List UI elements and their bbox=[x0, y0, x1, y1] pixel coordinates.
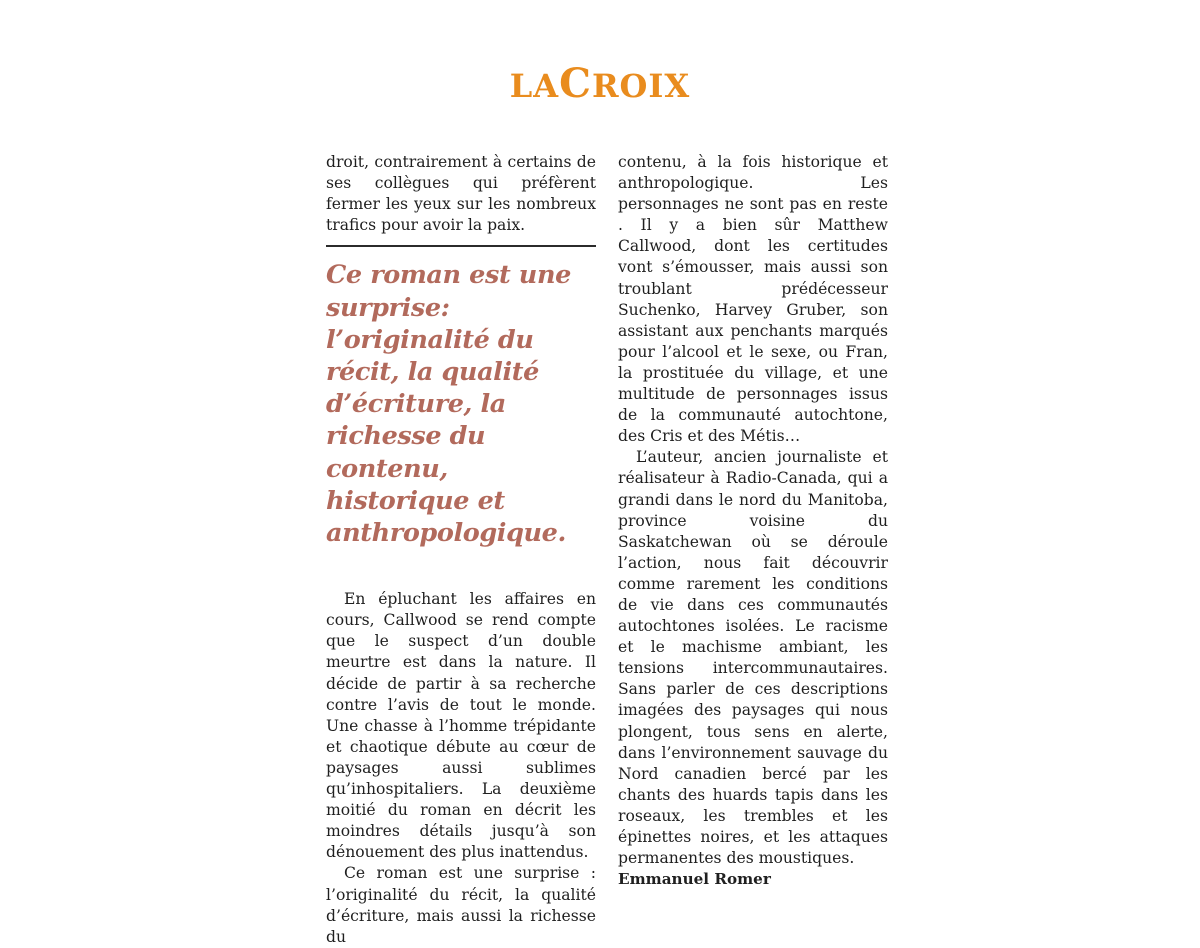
right-paragraph-2: L’auteur, ancien journaliste et réalisateur à Radio-Canada, qui a grandi dans le nord du Manitoba, province voisine du Saskatchewan où se déroule l’action, nous fait découvrir comme rarement les conditions de vie dans ces communautés autochtones isolées. Le racisme et le machisme ambiant, les tensions intercommunautaires. Sans parler de ces descriptions imagées des paysages qui nous plongent, tous sens en alerte, dans l’environnement sauvage du Nord canadien bercé par les chants des huards tapis dans les roseaux, les trembles et les épinettes noires, et les attaques permanentes des moustiques. bbox=[618, 448, 888, 868]
la-croix-logo bbox=[0, 60, 1200, 107]
left-intro-paragraph: droit, contrairement à certains de ses collègues qui préfèrent fermer les yeux sur les nombreux trafics pour avoir la paix. bbox=[326, 153, 596, 235]
right-column bbox=[618, 152, 888, 890]
pull-quote-spacer bbox=[326, 549, 596, 589]
author-signature: Emmanuel Romer bbox=[618, 870, 771, 889]
pull-quote-divider bbox=[326, 245, 596, 247]
left-column bbox=[326, 152, 596, 948]
left-paragraph-1: En épluchant les affaires en cours, Callwood se rend compte que le suspect d’un double meurtre est dans la nature. Il décide de partir à sa recherche contre l’avis de tout le monde. Une chasse à l’homme trépidante et chaotique débute au cœur de paysages aussi sublimes qu’inhospitaliers. La deuxième moitié du roman en décrit les moindres détails jusqu’à son dénouement des plus inattendus. bbox=[326, 590, 596, 862]
logo-c: C bbox=[559, 60, 592, 107]
logo-la: LA bbox=[509, 67, 560, 105]
right-paragraph-1: contenu, à la fois historique et anthropologique. Les personnages ne sont pas en reste . Il y a bien sûr Matthew Callwood, dont les certitudes vont s’émousser, mais aussi son troublant prédécesseur Suchenko, Harvey Gruber, son assistant aux penchants marqués pour l’alcool et le sexe, ou Fran, la prostituée du village, et une multitude de personnages issus de la communauté autochtone, des Cris et des Métis… bbox=[618, 153, 888, 446]
pull-quote: Ce roman est une surprise: l’originalité du récit, la qualité d’écriture, la richesse du contenu, historique et anthropologique. bbox=[326, 260, 571, 548]
left-paragraph-2: Ce roman est une surprise : l’originalité du récit, la qualité d’écriture, mais aussi la richesse du bbox=[326, 864, 596, 946]
logo-roix: ROIX bbox=[591, 67, 691, 105]
